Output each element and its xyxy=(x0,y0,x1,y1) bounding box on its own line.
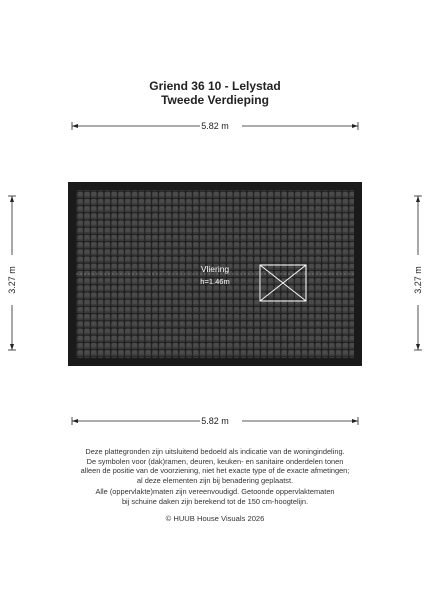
disclaimer-line: al deze elementen zijn bij benadering geplaatst. xyxy=(136,475,294,485)
attic-room-plan xyxy=(68,182,362,366)
left-dimension xyxy=(7,196,17,350)
disclaimer-block-1 xyxy=(0,447,430,485)
disclaimer-line: Deze plattegronden zijn uitsluitend bedoeld als indicatie van de woningindeling. xyxy=(85,447,345,456)
plan-floor-title: Tweede Verdieping xyxy=(161,93,269,107)
top-dimension xyxy=(72,121,358,131)
bottom-dimension xyxy=(72,416,358,426)
disclaimer-block-2 xyxy=(0,487,430,506)
plan-address-title: Griend 36 10 - Lelystad xyxy=(149,79,281,93)
copyright-text: © HUUB House Visuals 2026 xyxy=(165,514,265,523)
right-dimension-label: 3.27 m xyxy=(413,266,423,294)
room-height-label: h=1.46m xyxy=(200,277,230,286)
left-dimension-label: 3.27 m xyxy=(7,266,17,294)
disclaimer-line: De symbolen voor (dak)ramen, deuren, keuken- en sanitaire onderdelen tonen xyxy=(86,456,344,466)
right-dimension xyxy=(413,196,423,350)
disclaimer-line: Alle (oppervlakte)maten zijn vereenvoudigd. Getoonde oppervlaktematen xyxy=(95,487,335,496)
disclaimer-line: alleen de positie van de voorziening, niet het exacte type of de exacte afmetingen; xyxy=(80,466,350,476)
top-dimension-label: 5.82 m xyxy=(201,121,229,131)
bottom-dimension-label: 5.82 m xyxy=(201,416,229,426)
room-name-label: Vliering xyxy=(200,264,230,274)
disclaimer-line: bij schuine daken zijn berekend tot de 150 cm-hoogtelijn. xyxy=(121,496,309,506)
